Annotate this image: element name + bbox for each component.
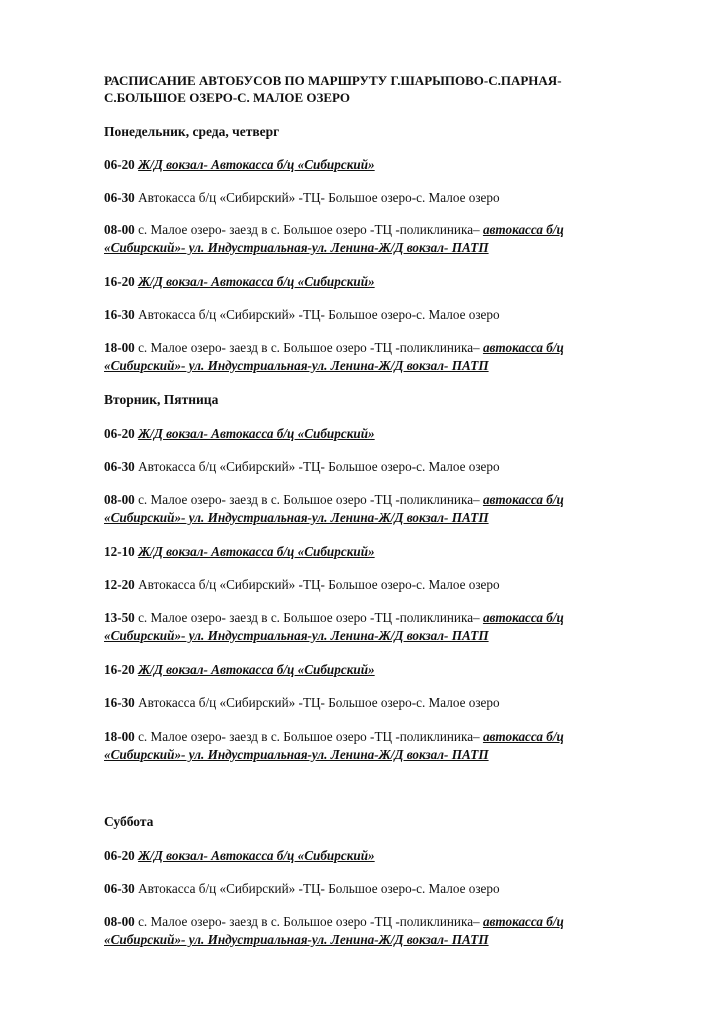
route-text: с. Малое озеро- заезд в с. Большое озеро -ТЦ -поликлиника– bbox=[138, 610, 480, 625]
route-link[interactable]: Ж/Д вокзал- Автокасса б/ц «Сибирский» bbox=[138, 274, 375, 289]
schedule-entry bbox=[104, 694, 644, 712]
route-link[interactable]: автокасса б/ц bbox=[482, 610, 564, 625]
route-link[interactable]: Ж/Д вокзал- Автокасса б/ц «Сибирский» bbox=[138, 662, 375, 677]
route-text: Автокасса б/ц «Сибирский» -ТЦ- Большое озеро-с. Малое озеро bbox=[138, 459, 500, 474]
schedule-entry bbox=[104, 847, 644, 865]
route-link-continued[interactable]: «Сибирский»- ул. Индустриальная-ул. Ленина-Ж/Д вокзал- ПАТП bbox=[104, 746, 489, 762]
route-text: Автокасса б/ц «Сибирский» -ТЦ- Большое озеро-с. Малое озеро bbox=[138, 190, 500, 205]
schedule-entry bbox=[104, 306, 644, 324]
schedule-entry bbox=[104, 880, 644, 898]
departure-time: 06-20 bbox=[104, 848, 135, 863]
section-heading-tue-fri: Вторник, Пятница bbox=[104, 392, 219, 407]
departure-time: 18-00 bbox=[104, 340, 135, 355]
route-link-continued[interactable]: «Сибирский»- ул. Индустриальная-ул. Ленина-Ж/Д вокзал- ПАТП bbox=[104, 239, 489, 255]
schedule-entry bbox=[104, 273, 644, 291]
departure-time: 06-20 bbox=[104, 157, 135, 172]
schedule-entry bbox=[104, 576, 644, 594]
title-line-1: РАСПИСАНИЕ АВТОБУСОВ ПО МАРШРУТУ Г.ШАРЫПОВО-С.ПАРНАЯ- bbox=[104, 73, 562, 88]
route-link[interactable]: автокасса б/ц bbox=[482, 492, 564, 507]
schedule-entry bbox=[104, 189, 644, 207]
departure-time: 06-30 bbox=[104, 881, 135, 896]
schedule-entry bbox=[104, 221, 644, 256]
route-link[interactable]: Ж/Д вокзал- Автокасса б/ц «Сибирский» bbox=[138, 544, 375, 559]
route-link[interactable]: Ж/Д вокзал- Автокасса б/ц «Сибирский» bbox=[138, 426, 375, 441]
schedule-entry bbox=[104, 609, 644, 644]
route-link[interactable]: Ж/Д вокзал- Автокасса б/ц «Сибирский» bbox=[138, 157, 375, 172]
schedule-entry bbox=[104, 913, 644, 948]
departure-time: 13-50 bbox=[104, 610, 135, 625]
departure-time: 06-30 bbox=[104, 459, 135, 474]
departure-time: 12-10 bbox=[104, 544, 135, 559]
departure-time: 06-20 bbox=[104, 426, 135, 441]
title-line-2: С.БОЛЬШОЕ ОЗЕРО-С. МАЛОЕ ОЗЕРО bbox=[104, 90, 351, 105]
route-text: с. Малое озеро- заезд в с. Большое озеро -ТЦ -поликлиника– bbox=[138, 340, 480, 355]
schedule-entry bbox=[104, 491, 644, 526]
section-heading-mon-wed-thu: Понедельник, среда, четверг bbox=[104, 124, 280, 139]
departure-time: 08-00 bbox=[104, 914, 135, 929]
document-title bbox=[104, 72, 664, 106]
route-link-continued[interactable]: «Сибирский»- ул. Индустриальная-ул. Ленина-Ж/Д вокзал- ПАТП bbox=[104, 931, 489, 947]
departure-time: 16-30 bbox=[104, 307, 135, 322]
route-link[interactable]: автокасса б/ц bbox=[482, 340, 564, 355]
departure-time: 16-20 bbox=[104, 274, 135, 289]
route-text: Автокасса б/ц «Сибирский» -ТЦ- Большое озеро-с. Малое озеро bbox=[138, 307, 500, 322]
schedule-entry bbox=[104, 458, 644, 476]
route-link[interactable]: Ж/Д вокзал- Автокасса б/ц «Сибирский» bbox=[138, 848, 375, 863]
route-text: с. Малое озеро- заезд в с. Большое озеро -ТЦ -поликлиника– bbox=[138, 222, 480, 237]
route-link[interactable]: автокасса б/ц bbox=[482, 222, 564, 237]
schedule-entry bbox=[104, 339, 644, 374]
schedule-entry bbox=[104, 543, 644, 561]
route-text: Автокасса б/ц «Сибирский» -ТЦ- Большое озеро-с. Малое озеро bbox=[138, 881, 500, 896]
schedule-entry bbox=[104, 728, 644, 763]
route-text: с. Малое озеро- заезд в с. Большое озеро -ТЦ -поликлиника– bbox=[138, 914, 480, 929]
route-link-continued[interactable]: «Сибирский»- ул. Индустриальная-ул. Ленина-Ж/Д вокзал- ПАТП bbox=[104, 627, 489, 643]
schedule-entry bbox=[104, 156, 644, 174]
departure-time: 06-30 bbox=[104, 190, 135, 205]
departure-time: 18-00 bbox=[104, 729, 135, 744]
route-text: Автокасса б/ц «Сибирский» -ТЦ- Большое озеро-с. Малое озеро bbox=[138, 577, 500, 592]
departure-time: 08-00 bbox=[104, 492, 135, 507]
route-link-continued[interactable]: «Сибирский»- ул. Индустриальная-ул. Ленина-Ж/Д вокзал- ПАТП bbox=[104, 357, 489, 373]
route-text: с. Малое озеро- заезд в с. Большое озеро -ТЦ -поликлиника– bbox=[138, 729, 480, 744]
departure-time: 16-30 bbox=[104, 695, 135, 710]
route-link[interactable]: автокасса б/ц bbox=[482, 729, 564, 744]
section-heading-saturday: Суббота bbox=[104, 814, 154, 829]
departure-time: 08-00 bbox=[104, 222, 135, 237]
schedule-entry bbox=[104, 425, 644, 443]
route-link[interactable]: автокасса б/ц bbox=[482, 914, 564, 929]
schedule-entry bbox=[104, 661, 644, 679]
route-link-continued[interactable]: «Сибирский»- ул. Индустриальная-ул. Ленина-Ж/Д вокзал- ПАТП bbox=[104, 509, 489, 525]
departure-time: 12-20 bbox=[104, 577, 135, 592]
route-text: Автокасса б/ц «Сибирский» -ТЦ- Большое озеро-с. Малое озеро bbox=[138, 695, 500, 710]
route-text: с. Малое озеро- заезд в с. Большое озеро -ТЦ -поликлиника– bbox=[138, 492, 480, 507]
departure-time: 16-20 bbox=[104, 662, 135, 677]
